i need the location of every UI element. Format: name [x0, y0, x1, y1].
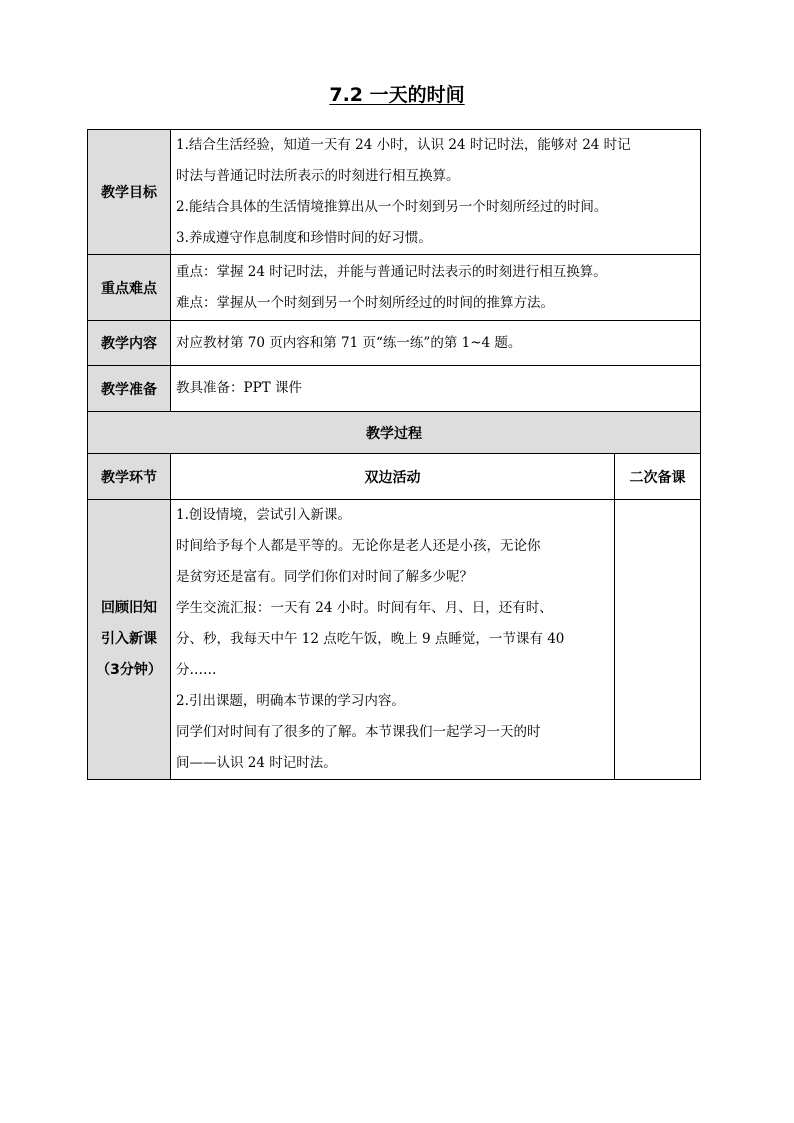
page-title: 7.2 一天的时间 [329, 84, 465, 106]
activity-line: 时间给予每个人都是平等的。无论你是老人还是小孩，无论你 [176, 538, 541, 554]
section-label-line: 回顾旧知 [101, 600, 157, 616]
content-row [88, 321, 701, 366]
process-header-row [88, 412, 701, 454]
activity-line: 分、秒，我每天中午 12 点吃午饭，晚上 9 点睡觉，一节课有 40 [176, 631, 565, 647]
prep-text: 教具准备：PPT 课件 [171, 366, 701, 412]
col-notes: 二次备课 [615, 454, 701, 500]
section-row [88, 500, 701, 780]
col-activity: 双边活动 [171, 454, 615, 500]
goals-content [171, 130, 701, 255]
section-label [88, 500, 171, 780]
content-label: 教学内容 [88, 321, 171, 366]
prep-label: 教学准备 [88, 366, 171, 412]
activity-line: 是贫穷还是富有。同学们你们对时间了解多少呢？ [176, 569, 473, 585]
activity-line: 2.引出课题，明确本节课的学习内容。 [176, 693, 405, 709]
goals-line: 1.结合生活经验，知道一天有 24 小时，认识 24 时记时法，能够对 24 时记 [176, 137, 631, 153]
section-label-line: 引入新课 [101, 631, 157, 647]
section-activity [171, 500, 615, 780]
activity-line: 学生交流汇报：一天有 24 小时。时间有年、月、日，还有时、 [176, 600, 553, 616]
content-text: 对应教材第 70 页内容和第 71 页“练一练”的第 1~4 题。 [171, 321, 701, 366]
key-points-label: 重点难点 [88, 255, 171, 321]
activity-line: 间——认识 24 时记时法。 [176, 755, 337, 771]
process-header: 教学过程 [88, 412, 701, 454]
goals-line: 2.能结合具体的生活情境推算出从一个时刻到另一个时刻所经过的时间。 [176, 199, 608, 215]
key-points-line: 难点：掌握从一个时刻到另一个时刻所经过的时间的推算方法。 [176, 294, 554, 311]
activity-line: 同学们对时间有了很多的了解。本节课我们一起学习一天的时 [176, 724, 541, 740]
key-points-content [171, 255, 701, 321]
key-points-line: 重点：掌握 24 时记时法，并能与普通记时法表示的时刻进行相互换算。 [176, 263, 607, 280]
section-notes[interactable] [615, 500, 701, 780]
key-points-row [88, 255, 701, 321]
activity-line: 1.创设情境，尝试引入新课。 [176, 507, 351, 523]
goals-line: 时法与普通记时法所表示的时刻进行相互换算。 [176, 168, 460, 184]
prep-row [88, 366, 701, 412]
goals-label: 教学目标 [88, 130, 171, 255]
goals-line: 3.养成遵守作息制度和珍惜时间的好习惯。 [176, 230, 432, 246]
lesson-plan-table [87, 129, 701, 780]
column-header-row [88, 454, 701, 500]
section-label-line: （3分钟） [96, 662, 162, 678]
activity-line: 分…… [176, 662, 217, 678]
goals-row [88, 130, 701, 255]
col-stage: 教学环节 [88, 454, 171, 500]
